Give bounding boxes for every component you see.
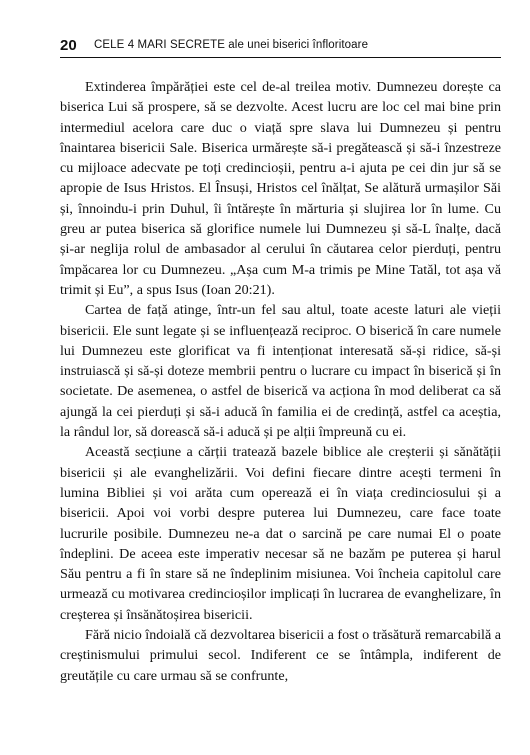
paragraph-3: Această secțiune a cărții tratează bazele biblice ale creșterii și sănătății bisericii și ale evanghelizării. Voi defini fiecare dintre acești termeni în lumina Bibliei și voi arăta cum operează ei în viața credinciosului și a bisericii. Apoi voi vorbi despre puterea lui Dumnezeu, care face toate lucrurile posibile. Dumnezeu ne-a dat o sarcină pe care numai El o poate îndeplini. De aceea este imperativ necesar să ne bazăm pe puterea și harul Său pentru a fi în stare să ne îndeplinim misiunea. Voi încheia capitolul care urmează cu motivarea credincioșilor implicați în lucrarea de evanghelizare, în creșterea și însănătoșirea bisericii.	[60, 444, 501, 623]
running-title-subtitle: ale unei biserici înfloritoare	[225, 39, 369, 51]
paragraph-1: Extinderea împărăției este cel de-al treilea motiv. Dumnezeu dorește ca biserica Lui să prospere, să se dezvolte. Acest lucru are loc cel mai bine prin intermediul acelora care duc o viață spre slava lui Dumnezeu și pentru înaintarea bisericii Sale. Biserica urmărește să-i pregătească și să-i înzestreze cu mijloace adecvate pe toți credincioșii, pentru a-i ajuta pe cei din jur să se apropie de Isus Hristos. El Însuși, Hristos cel înălțat, Se alătură urmașilor Săi și, înnoindu-i prin Duhul, îi întărește în mărturia și slujirea lor în lume. Cu greu ar putea biserica să glorifice numele lui Dumnezeu și să-L înalțe, dacă și-ar neglija rolul de ambasador al cerului în căutarea celor pierduți, pentru împăcarea lor cu Dumnezeu. „Așa cum M-a trimis pe Mine Tatăl, tot așa vă trimit și Eu”, a spus Isus (Ioan 20:21).	[60, 79, 501, 298]
running-title	[94, 39, 368, 51]
running-title-book: CELE 4 MARI SECRETE	[94, 39, 225, 51]
body-text	[60, 77, 501, 686]
paragraph-4: Fără nicio îndoială că dezvoltarea bisericii a fost o trăsătură remarcabilă a creștinismului primului secol. Indiferent ce se întâmpla, indiferent de greutățile cu care urmau să se confrunte,	[60, 627, 501, 684]
page-number: 20	[60, 37, 77, 54]
paragraph-2: Cartea de față atinge, într-un fel sau altul, toate aceste laturi ale vieții bisericii. Ele sunt legate și se influențează reciproc. O biserică în care numele lui Dumnezeu este glorificat va fi intenționat interesată să-și ridice, să-și instruiască și să-și doteze membrii pentru o lucrare cu impact în biserică și în societate. De asemenea, o astfel de biserică va acționa în mod deliberat ca să ajungă la cei pierduți și să-i aducă în familia ei de credință, astfel ca aceștia, la rândul lor, să dorească să-i aducă și pe alții împreună cu ei.	[60, 302, 501, 441]
page-header	[60, 35, 501, 58]
